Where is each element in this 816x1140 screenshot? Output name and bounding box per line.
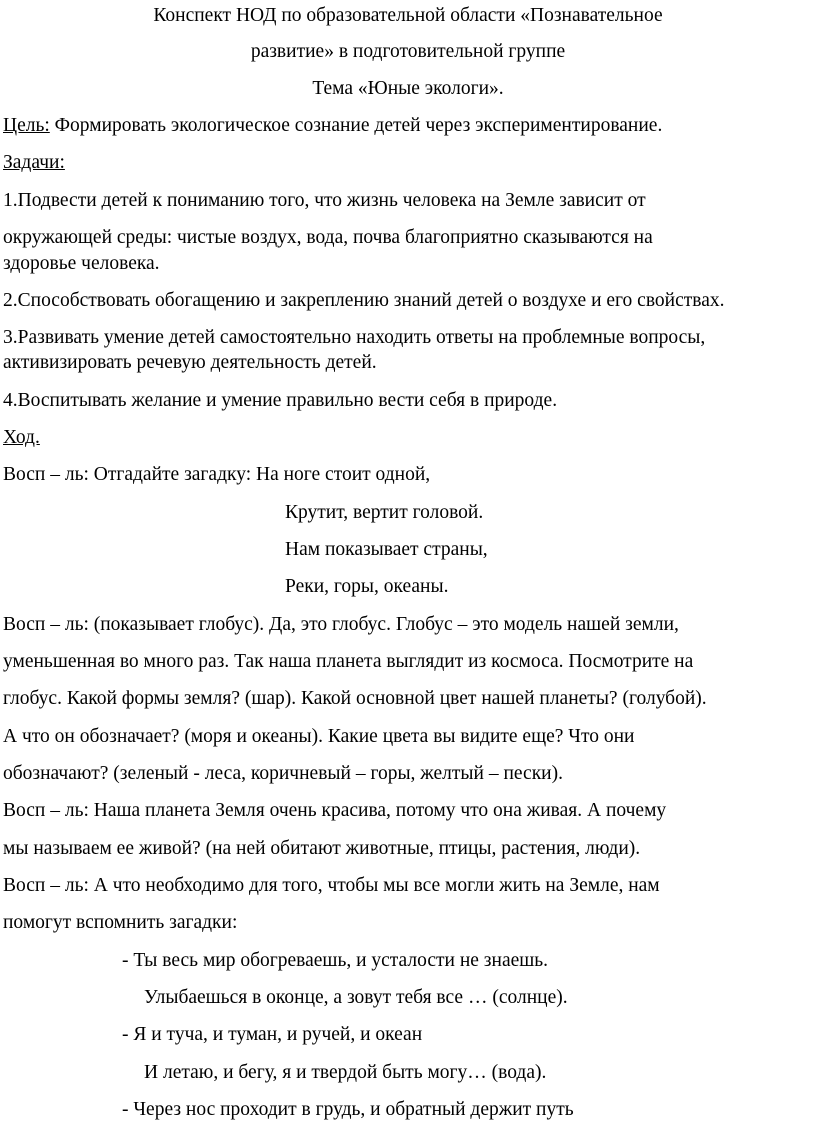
paragraph-2-line-1: Восп – ль: Наша планета Земля очень красива, потому что она живая. А почему (3, 800, 667, 821)
paragraph-1-line-2: уменьшенная во много раз. Так наша планета выглядит из космоса. Посмотрите на (3, 651, 694, 672)
paragraph-3-line-1: Восп – ль: А что необходимо для того, чтобы мы все могли жить на Земле, нам (3, 875, 660, 896)
riddle-1-line-4: Реки, горы, океаны. (285, 576, 449, 597)
task-2: 2.Способствовать обогащению и закреплению знаний детей о воздухе и его свойствах. (3, 290, 725, 311)
task-3-line-1: 3.Развивать умение детей самостоятельно находить ответы на проблемные вопросы, (3, 327, 706, 348)
riddle-3-line-1: - Я и туча, и туман, и ручей, и океан (122, 1024, 423, 1045)
task-1-line-1: 1.Подвести детей к пониманию того, что жизнь человека на Земле зависит от (3, 190, 646, 211)
paragraph-1-line-5: обозначают? (зеленый - леса, коричневый – горы, желтый – пески). (3, 763, 563, 784)
goal-line (3, 116, 662, 136)
riddle-4-line-1: - Через нос проходит в грудь, и обратный держит путь (122, 1099, 574, 1120)
task-1-line-3: здоровье человека. (3, 253, 160, 274)
task-4: 4.Воспитывать желание и умение правильно вести себя в природе. (3, 390, 558, 411)
paragraph-1-line-1: Восп – ль: (показывает глобус). Да, это глобус. Глобус – это модель нашей земли, (3, 614, 679, 635)
paragraph-2-line-2: мы называем ее живой? (на ней обитают животные, птицы, растения, люди). (3, 838, 641, 859)
paragraph-3-line-2: помогут вспомнить загадки: (3, 912, 238, 933)
paragraph-1-line-3: глобус. Какой формы земля? (шар). Какой основной цвет нашей планеты? (голубой). (3, 688, 707, 709)
riddle-1-line-3: Нам показывает страны, (285, 539, 488, 560)
paragraph-1-line-4: А что он обозначает? (моря и океаны). Какие цвета вы видите еще? Что они (3, 726, 635, 747)
task-3-line-2: активизировать речевую деятельность детей. (3, 352, 377, 373)
tasks-heading: Задачи: (3, 152, 65, 173)
title-line-3: Тема «Юные экологи». (312, 78, 504, 99)
riddle-2-line-1: - Ты весь мир обогреваешь, и усталости не знаешь. (122, 950, 549, 971)
course-heading: Ход. (3, 427, 40, 448)
title-line-2: развитие» в подготовительной группе (250, 41, 566, 62)
title-line-1: Конспект НОД по образовательной области «Познавательное (153, 5, 663, 26)
goal-text: Формировать экологическое сознание детей через экспериментирование. (49, 115, 663, 136)
riddle-1-line-2: Крутит, вертит головой. (285, 502, 484, 523)
goal-label: Цель: (3, 115, 50, 136)
task-1-line-2: окружающей среды: чистые воздух, вода, почва благоприятно сказываются на (3, 227, 653, 248)
riddle-3-line-2: И летаю, и бегу, я и твердой быть могу… (вода). (144, 1062, 547, 1083)
riddle-2-line-2: Улыбаешься в оконце, а зовут тебя все … (солнце). (144, 987, 568, 1008)
riddle-1-intro: Восп – ль: Отгадайте загадку: На ноге стоит одной, (3, 464, 431, 485)
